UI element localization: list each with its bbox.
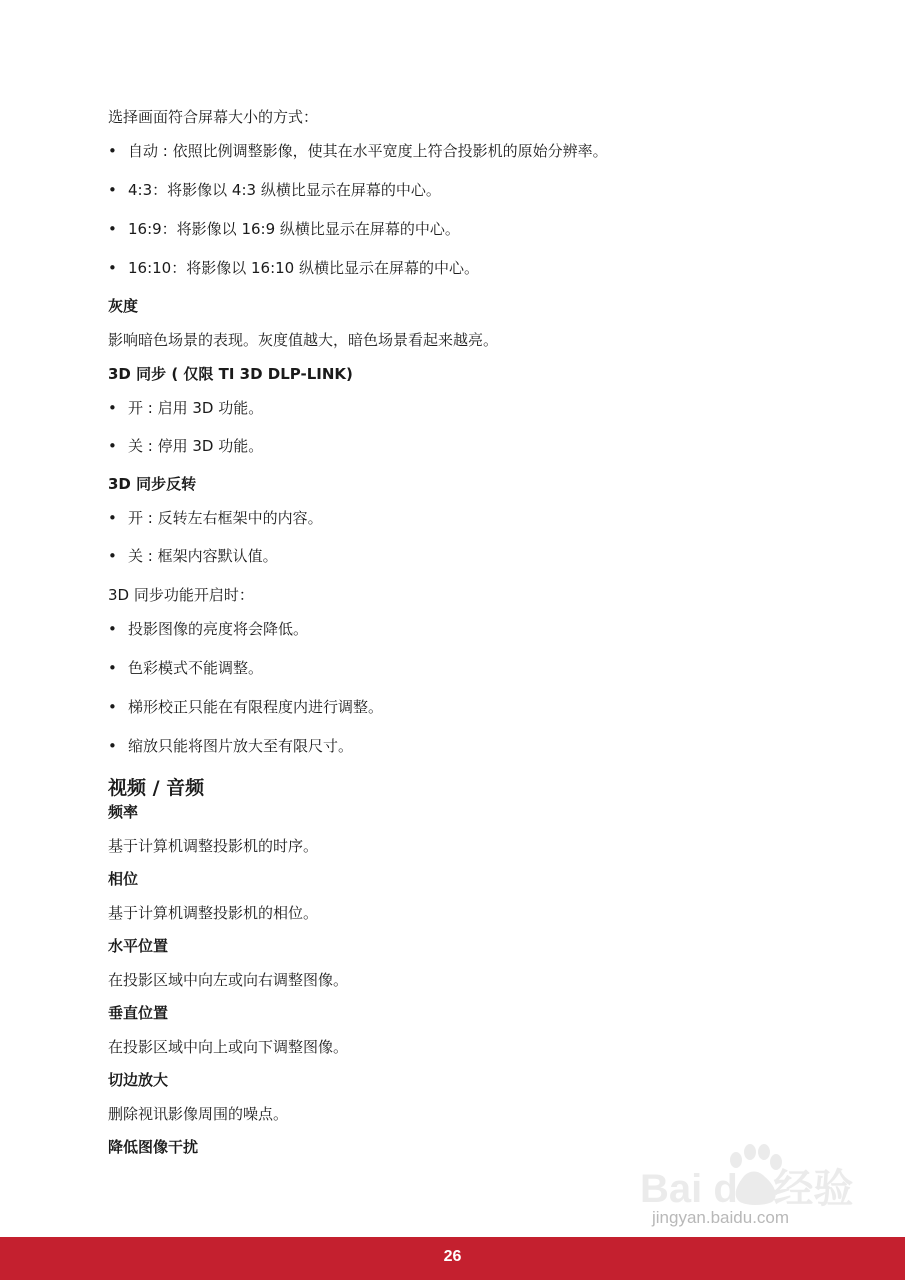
watermark-url: jingyan.baidu.com	[652, 1208, 790, 1227]
section-title: 视频 / 音频	[108, 777, 205, 799]
setting-text: 删除视讯影像周围的噪点。	[108, 1105, 289, 1123]
section-heading: 3D 同步 ( 仅限 TI 3D DLP-LINK)	[108, 365, 353, 383]
page-footer	[0, 1237, 905, 1280]
list-item: • 开 : 反转左右框架中的内容。	[108, 509, 323, 527]
list-item: • 开 : 启用 3D 功能。	[108, 399, 264, 417]
page-number: 26	[443, 1248, 462, 1265]
svg-text:Bai du 经验: Bai du 经验	[640, 1167, 854, 1211]
setting-text: 在投影区域中向左或向右调整图像。	[108, 971, 349, 989]
list-item: • 16:9：将影像以 16:9 纵横比显示在屏幕的中心。	[108, 220, 460, 238]
list-item: • 自动 : 依照比例调整影像，使其在水平宽度上符合投影机的原始分辨率。	[108, 142, 608, 160]
setting-heading: 频率	[108, 803, 139, 821]
section-heading: 灰度	[108, 297, 139, 315]
list-item: • 16:10：将影像以 16:10 纵横比显示在屏幕的中心。	[108, 259, 479, 277]
setting-heading: 相位	[108, 870, 139, 888]
list-item: • 投影图像的亮度将会降低。	[108, 620, 309, 638]
setting-heading: 垂直位置	[108, 1004, 169, 1022]
paragraph: 3D 同步功能开启时：	[108, 586, 254, 604]
setting-text: 在投影区域中向上或向下调整图像。	[108, 1038, 349, 1056]
setting-text: 基于计算机调整投影机的时序。	[108, 837, 319, 855]
list-item: • 色彩模式不能调整。	[108, 659, 264, 677]
section-heading: 3D 同步反转	[108, 475, 197, 493]
list-item: • 4:3：将影像以 4:3 纵横比显示在屏幕的中心。	[108, 181, 441, 199]
intro-text: 选择画面符合屏幕大小的方式：	[108, 108, 319, 126]
setting-heading: 降低图像干扰	[108, 1138, 199, 1156]
list-item: • 关 : 框架内容默认值。	[108, 547, 278, 565]
paragraph: 影响暗色场景的表现。灰度值越大，暗色场景看起来越亮。	[108, 331, 499, 349]
list-item: • 缩放只能将图片放大至有限尺寸。	[108, 737, 354, 755]
setting-heading: 切边放大	[108, 1071, 169, 1089]
list-item: • 关 : 停用 3D 功能。	[108, 437, 264, 455]
setting-text: 基于计算机调整投影机的相位。	[108, 904, 319, 922]
list-item: • 梯形校正只能在有限程度内进行调整。	[108, 698, 384, 716]
setting-heading: 水平位置	[108, 937, 169, 955]
